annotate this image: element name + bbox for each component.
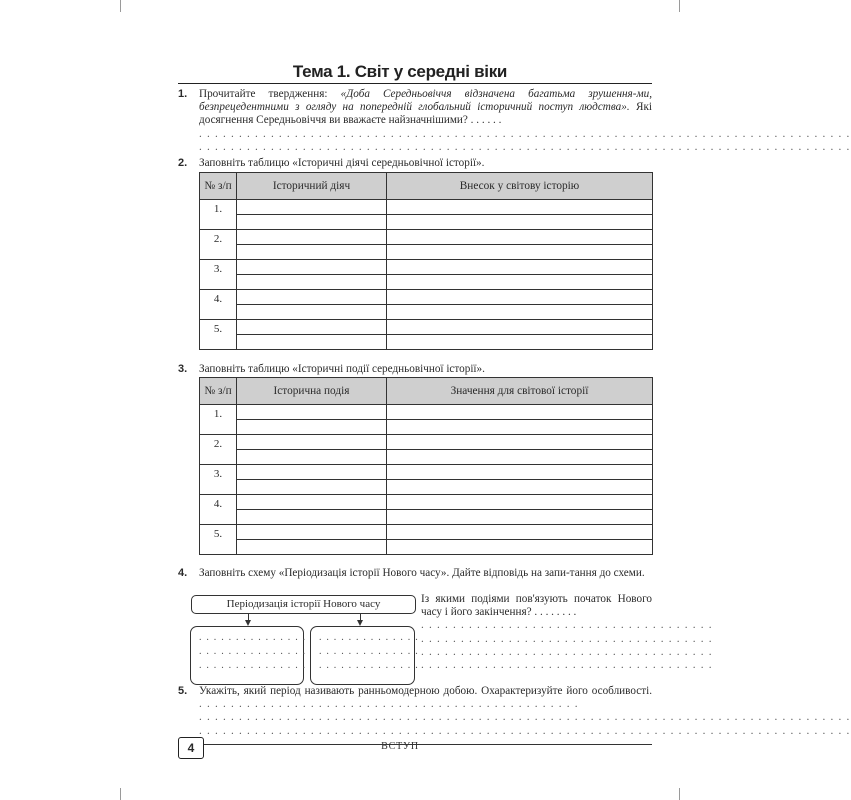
header-figure: Історичний діяч <box>237 173 387 200</box>
events-table <box>199 377 653 555</box>
table-cell[interactable] <box>387 405 653 420</box>
table-row <box>200 495 653 510</box>
table-cell[interactable] <box>237 510 387 525</box>
crop-mark <box>679 0 680 12</box>
crop-mark <box>120 788 121 800</box>
row-number: 2. <box>200 230 237 260</box>
table-cell[interactable] <box>237 435 387 450</box>
table-row <box>200 480 653 495</box>
scheme-title-box: Періодизація історії Нового часу <box>191 595 416 614</box>
answer-line[interactable]: . . . . . . . . . . . . . . . . . . . . . . . . . . . . . . . . . . . . . <box>421 645 713 658</box>
question-1-quote: «Доба Середньовіччя відзначена багатьма зрушення-ми, безпрецедентними з огляду на попередній глобальний історичний поступ людства». <box>199 88 652 114</box>
table-cell[interactable] <box>387 335 653 350</box>
table-cell[interactable] <box>387 320 653 335</box>
scheme-period-box[interactable]: . . . . . . . . . . . . . . . . . . . . . . . . . . . . . . . . . . . . . . . . . . . . . <box>190 626 304 685</box>
table-cell[interactable] <box>237 230 387 245</box>
question-1-tail: Які досягнення Середньовіччя ви вважаєте найзначнішими? . . . . . . <box>199 101 652 127</box>
scheme-period-box[interactable]: . . . . . . . . . . . . . . . . . . . . . . . . . . . . . . . . . . . . . . . . . . <box>310 626 415 685</box>
question-number: 1. <box>178 88 188 100</box>
table-cell[interactable] <box>237 495 387 510</box>
question-number: 5. <box>178 685 188 697</box>
answer-line[interactable]: . . . . . . . . . . . . . . . . . . . . . . . . . . . . . . . . . . . . . <box>421 659 713 672</box>
row-number: 1. <box>200 405 237 435</box>
section-name: ВСТУП <box>381 741 419 752</box>
table-cell[interactable] <box>387 420 653 435</box>
question-number: 2. <box>178 157 188 169</box>
title-rule <box>178 83 652 84</box>
table-cell[interactable] <box>237 260 387 275</box>
table-row <box>200 245 653 260</box>
table-cell[interactable] <box>387 260 653 275</box>
question-4 <box>178 567 652 580</box>
question-1 <box>178 88 851 154</box>
table-cell[interactable] <box>387 540 653 555</box>
scheme-side-question <box>421 593 713 672</box>
row-number: 4. <box>200 495 237 525</box>
question-4-text: Заповніть схему «Періодизація історії Нового часу». Дайте відповідь на запи-тання до схеми. <box>199 567 645 579</box>
table-cell[interactable] <box>237 245 387 260</box>
table-cell[interactable] <box>387 435 653 450</box>
header-contribution: Внесок у світову історію <box>387 173 653 200</box>
question-1-lead: Прочитайте твердження: <box>199 88 341 100</box>
table-row <box>200 215 653 230</box>
question-3 <box>178 363 652 376</box>
table-cell[interactable] <box>387 215 653 230</box>
table-row <box>200 435 653 450</box>
header-number: № з/п <box>200 173 237 200</box>
table-cell[interactable] <box>387 450 653 465</box>
header-number: № з/п <box>200 378 237 405</box>
table-cell[interactable] <box>237 540 387 555</box>
table-row <box>200 450 653 465</box>
row-number: 3. <box>200 465 237 495</box>
table-cell[interactable] <box>387 200 653 215</box>
table-cell[interactable] <box>237 275 387 290</box>
crop-mark <box>120 0 121 12</box>
table-cell[interactable] <box>237 320 387 335</box>
table-row <box>200 335 653 350</box>
answer-line[interactable]: . . . . . . . . . . . . . . . . . . . . . . . . . . . . . . . . . . . . . <box>421 619 713 632</box>
table-cell[interactable] <box>387 305 653 320</box>
table-row <box>200 465 653 480</box>
row-number: 5. <box>200 525 237 555</box>
answer-line[interactable]: . . . . . . . . . . . . . . . . . . . . . . . . . . . . . . . . . . . . . . . . . . . . . . . . <box>199 698 579 711</box>
answer-line[interactable]: . . . . . . . . . . . . . . . . . . . . . . . . . . . . . . . . . . . . . . . . . . . . . . . . . . . . . . . . . . . . . . . . . . . . . . . . . . . . . . . . . . <box>199 140 851 153</box>
table-row <box>200 540 653 555</box>
table-row <box>200 305 653 320</box>
table-cell[interactable] <box>387 495 653 510</box>
question-5 <box>178 685 851 738</box>
table-row <box>200 525 653 540</box>
table-cell[interactable] <box>387 465 653 480</box>
row-number: 4. <box>200 290 237 320</box>
answer-line[interactable]: . . . . . . . . . . . . . . . . . . . . . . . . . . . . . . . . . . . . . . . . . . . . . . . . . . . . . . . . . . . . . . . . . . . . . . . . . . . . . . . . . . <box>199 711 851 724</box>
question-2-text: Заповніть таблицю «Історичні діячі середньовічної історії». <box>199 157 485 169</box>
table-cell[interactable] <box>387 230 653 245</box>
table-cell[interactable] <box>237 465 387 480</box>
table-cell[interactable] <box>237 290 387 305</box>
table-cell[interactable] <box>237 200 387 215</box>
table-row <box>200 275 653 290</box>
table-row <box>200 200 653 215</box>
answer-line[interactable]: . . . . . . . . . . . . . . . . . . . . . . . . . . . . . . . . . . . . . . . . . . . . . . . . . . . . . . . . . . . . . . . . . . . . . . . . . . . . . . . . . . <box>199 724 851 737</box>
table-row <box>200 510 653 525</box>
table-cell[interactable] <box>237 480 387 495</box>
table-cell[interactable] <box>387 510 653 525</box>
table-cell[interactable] <box>237 525 387 540</box>
answer-line[interactable]: . . . . . . . . . . . . . . . . . . . . . . . . . . . . . . . . . . . . . . . . . . . . . . . . . . . . . . . . . . . . . . . . . . . . . . . . . . . . . . . . . . <box>199 127 851 140</box>
row-number: 5. <box>200 320 237 350</box>
table-row <box>200 290 653 305</box>
question-2 <box>178 157 652 170</box>
table-row <box>200 420 653 435</box>
table-cell[interactable] <box>237 305 387 320</box>
table-cell[interactable] <box>237 215 387 230</box>
crop-mark <box>679 788 680 800</box>
table-cell[interactable] <box>387 290 653 305</box>
row-number: 3. <box>200 260 237 290</box>
table-cell[interactable] <box>387 275 653 290</box>
header-significance: Значення для світової історії <box>387 378 653 405</box>
figures-table <box>199 172 653 350</box>
table-cell[interactable] <box>237 450 387 465</box>
table-cell[interactable] <box>237 420 387 435</box>
page-title: Тема 1. Світ у середні віки <box>292 62 508 81</box>
table-row <box>200 320 653 335</box>
side-question-text: Із якими подіями пов'язують початок Нового часу і його закінчення? . . . . . . . . <box>421 593 652 619</box>
table-row <box>200 405 653 420</box>
table-cell[interactable] <box>387 245 653 260</box>
page-number: 4 <box>178 737 204 759</box>
table-cell[interactable] <box>237 405 387 420</box>
question-number: 4. <box>178 567 188 579</box>
question-5-text: Укажіть, який період називають ранньомодерною добою. Охарактеризуйте його особливості. <box>199 685 652 697</box>
question-3-text: Заповніть таблицю «Історичні події середньовічної історії». <box>199 363 485 375</box>
row-number: 2. <box>200 435 237 465</box>
question-number: 3. <box>178 363 188 375</box>
row-number: 1. <box>200 200 237 230</box>
table-row <box>200 260 653 275</box>
table-cell[interactable] <box>387 525 653 540</box>
table-cell[interactable] <box>237 335 387 350</box>
header-event: Історична подія <box>237 378 387 405</box>
table-cell[interactable] <box>387 480 653 495</box>
table-row <box>200 230 653 245</box>
answer-line[interactable]: . . . . . . . . . . . . . . . . . . . . . . . . . . . . . . . . . . . . . <box>421 632 713 645</box>
